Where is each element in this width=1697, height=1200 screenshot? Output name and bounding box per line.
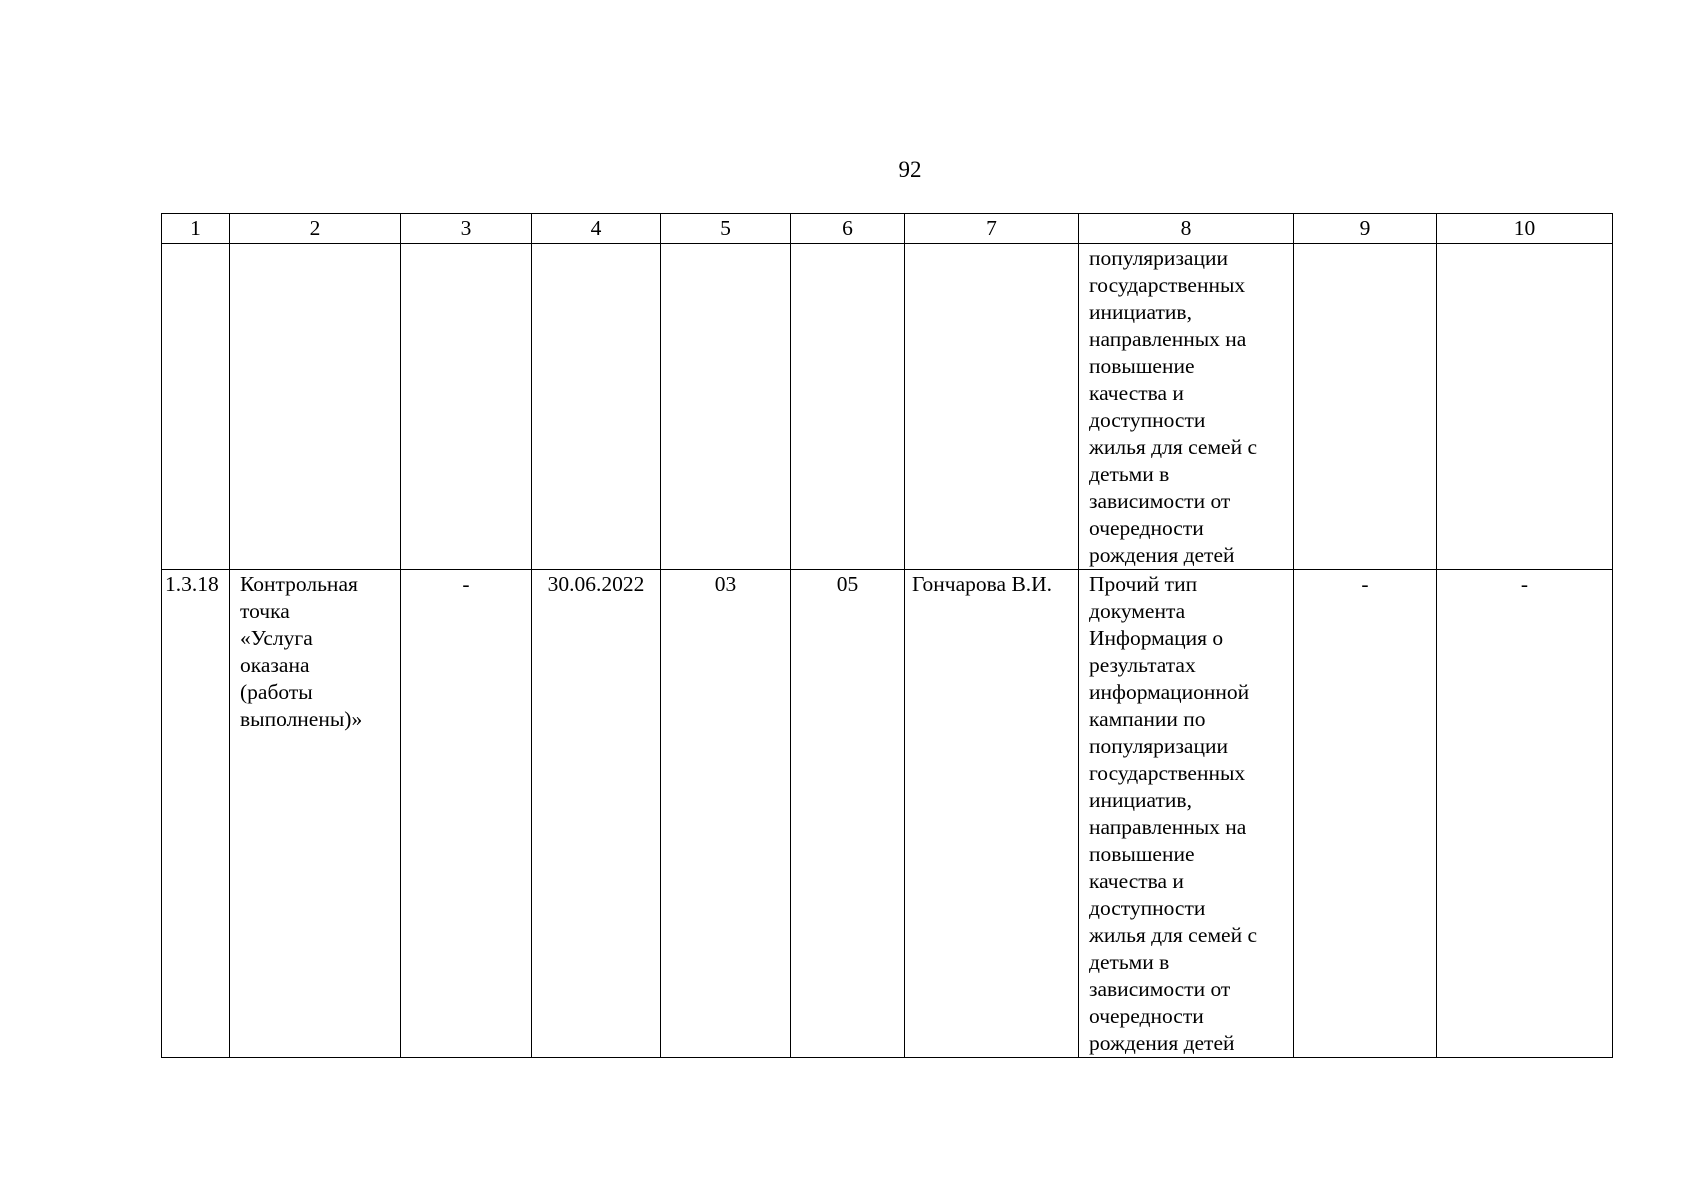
column-header: 10 [1437,214,1613,244]
text-line: выполнены)» [240,707,363,731]
document-description-cell [1079,570,1294,1058]
col10-cell [1437,570,1613,1058]
text-line: рождения детей [1089,543,1235,567]
text-line: качества и [1089,869,1184,893]
text-line: детьми в [1089,950,1170,974]
column-header: 9 [1294,214,1437,244]
text-line: популяризации [1089,246,1228,270]
plan-table [161,213,1613,1058]
text-line: популяризации [1089,734,1228,758]
text-line: качества и [1089,381,1184,405]
row-number: 1.3.18 [165,572,219,596]
column-header: 2 [230,214,401,244]
text-line: Прочий тип [1089,572,1198,596]
table-cell [230,244,401,570]
text-line: государственных [1089,273,1246,297]
text-line: направленных на [1089,327,1247,351]
table-cell [532,244,661,570]
table-cell [791,244,905,570]
table-cell [401,244,532,570]
text-line: Контрольная [240,572,358,596]
text-line: (работы [240,680,313,704]
date-cell [532,570,661,1058]
text-line: рождения детей [1089,1031,1235,1055]
dash-value: - [462,572,470,596]
text-line: зависимости от [1089,489,1231,513]
col9-cell [1294,570,1437,1058]
text-line: направленных на [1089,815,1247,839]
table-cell [905,244,1079,570]
page-number: 92 [898,157,922,182]
table-cell [1437,244,1613,570]
dash-value: - [1361,572,1369,596]
text-line: Информация о [1089,626,1224,650]
text-line: информационной [1089,680,1250,704]
text-line: жилья для семей с [1089,435,1258,459]
text-line: документа [1089,599,1186,623]
date-value: 30.06.2022 [547,572,645,596]
column-header: 7 [905,214,1079,244]
text-line: детьми в [1089,462,1170,486]
text-line: повышение [1089,354,1195,378]
table-cell [162,244,230,570]
code-value: 03 [714,572,737,596]
table-row-1-3-18 [162,570,1613,1058]
column-header: 4 [532,214,661,244]
text-line: зависимости от [1089,977,1231,1001]
column-header: 6 [791,214,905,244]
text-line: инициатив, [1089,788,1192,812]
text-line: точка [240,599,290,623]
text-line: жилья для семей с [1089,923,1258,947]
column-header: 1 [162,214,230,244]
text-line: доступности [1089,896,1206,920]
text-line: результатах [1089,653,1196,677]
table-cell [1294,244,1437,570]
row-number-cell [162,570,230,1058]
column-header: 5 [661,214,791,244]
table-row-continuation [162,244,1613,570]
text-line: доступности [1089,408,1206,432]
text-line: очередности [1089,516,1204,540]
column-header: 3 [401,214,532,244]
text-line: кампании по [1089,707,1206,731]
col5-cell [661,570,791,1058]
col6-cell [791,570,905,1058]
text-line: инициатив, [1089,300,1192,324]
text-line: повышение [1089,842,1195,866]
responsible-cell [905,570,1079,1058]
column-number-row [162,214,1613,244]
responsible-name: Гончарова В.И. [912,572,1053,596]
text-line: оказана [240,653,310,677]
col3-cell [401,570,532,1058]
task-name-cell [230,570,401,1058]
table-cell [661,244,791,570]
document-description-cell [1079,244,1294,570]
dash-value: - [1520,572,1529,596]
text-line: государственных [1089,761,1246,785]
text-line: очередности [1089,1004,1204,1028]
text-line: «Услуга [240,626,313,650]
column-header: 8 [1079,214,1294,244]
code-value: 05 [836,572,859,596]
